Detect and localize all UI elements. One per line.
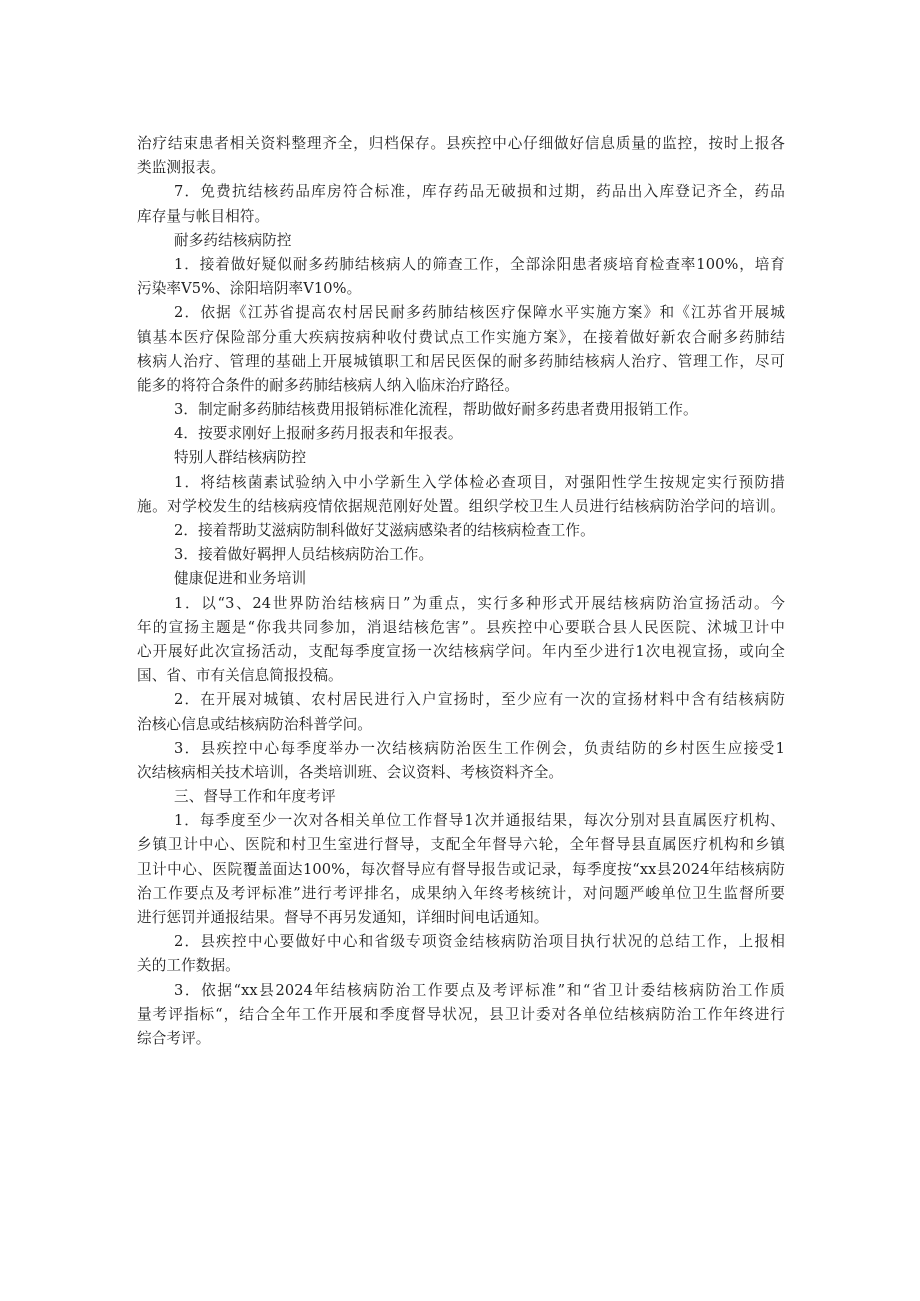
paragraph-line: 2．县疾控中心要做好中心和省级专项资金结核病防治项目执行状况的总结工作，上报相	[174, 933, 785, 951]
paragraph-line: 卫计中心、医院覆盖面达100%，每次督导应有督导报告或记录，每季度按“xx县2024年结核病防	[137, 860, 785, 878]
section-heading: 健康促进和业务培训	[174, 570, 307, 588]
paragraph-line: 进行惩罚并通报结果。督导不再另发通知，详细时间电话通知。	[137, 909, 549, 926]
paragraph-line: 1．接着做好疑似耐多药肺结核病人的筛查工作，全部涂阳患者痰培育检查率100%，培育	[174, 255, 785, 273]
paragraph-line: 1．每季度至少一次对各相关单位工作督导1次并通报结果，每次分别对县直属医疗机构、	[174, 812, 785, 830]
paragraph-line: 关的工作数据。	[137, 957, 240, 975]
paragraph-line: 年的宣扬主题是“你我共同参加，消退结核危害”。县疾控中心要联合县人民医院、沭城卫计中	[137, 618, 785, 636]
paragraph-line: 污染率V5%、涂阳培阴率V10%。	[137, 280, 362, 298]
paragraph-line: 4．按要求刚好上报耐多药月报表和年报表。	[174, 425, 463, 443]
paragraph-line: 7．免费抗结核药品库房符合标准，库存药品无破损和过期，药品出入库登记齐全，药品	[174, 183, 785, 201]
paragraph-line: 综合考评。	[137, 1029, 211, 1047]
paragraph-line: 库存量与帐目相符。	[137, 207, 270, 225]
paragraph-line: 1．将结核菌素试验纳入中小学新生入学体检必查项目，对强阳性学生按规定实行预防措	[174, 473, 785, 491]
paragraph-line: 治核心信息或结核病防治科普学问。	[137, 715, 373, 733]
paragraph-line: 施。对学校发生的结核病疫情依据规范刚好处置。组织学校卫生人员进行结核病防治学问的培训。	[137, 497, 785, 515]
paragraph-line: 3．制定耐多药肺结核费用报销标准化流程，帮助做好耐多药患者费用报销工作。	[174, 401, 698, 419]
section-heading: 耐多药结核病防控	[174, 231, 292, 249]
paragraph-line: 3．县疾控中心每季度举办一次结核病防治医生工作例会，负责结防的乡村医生应接受1	[174, 739, 785, 757]
paragraph-line: 能多的将符合条件的耐多药肺结核病人纳入临床治疗路径。	[137, 376, 520, 394]
paragraph-line: 3．接着做好羁押人员结核病防治工作。	[174, 546, 434, 564]
paragraph-line: 量考评指标“，结合全年工作开展和季度督导状况，县卫计委对各单位结核病防治工作年终进行	[137, 1005, 785, 1023]
paragraph-line: 心开展好此次宣扬活动，支配每季度宣扬一次结核病学问。年内至少进行1次电视宣扬，或向全	[137, 642, 785, 660]
paragraph-line: 2．在开展对城镇、农村居民进行入户宣扬时，至少应有一次的宣扬材料中含有结核病防	[174, 691, 785, 709]
paragraph-line: 治工作要点及考评标准”进行考评排名，成果纳入年终考核统计，对问题严峻单位卫生监督所要	[137, 884, 785, 902]
paragraph-line: 2．依据《江苏省提高农村居民耐多药肺结核医疗保障水平实施方案》和《江苏省开展城	[174, 304, 785, 322]
paragraph-line: 1．以“3、24世界防治结核病日”为重点，实行多种形式开展结核病防治宣扬活动。今	[174, 594, 785, 612]
paragraph-line: 乡镇卫计中心、医院和村卫生室进行督导，支配全年督导六轮，全年督导县直属医疗机构和乡镇	[137, 836, 785, 854]
document-body	[137, 132, 785, 1051]
section-heading: 三、督导工作和年度考评	[174, 788, 336, 806]
paragraph-line: 2．接着帮助艾滋病防制科做好艾滋病感染者的结核病检查工作。	[174, 522, 595, 539]
paragraph-line: 国、省、市有关信息简报投稿。	[137, 667, 343, 685]
paragraph-line: 次结核病相关技术培训，各类培训班、会议资料、考核资料齐全。	[137, 763, 564, 781]
paragraph-line: 治疗结束患者相关资料整理齐全，归档保存。县疾控中心仔细做好信息质量的监控，按时上报各	[137, 135, 785, 152]
paragraph-line: 核病人治疗、管理的基础上开展城镇职工和居民医保的耐多药肺结核病人治疗、管理工作，尽可	[137, 352, 785, 370]
section-heading: 特别人群结核病防控	[174, 449, 307, 467]
paragraph-line: 3．依据“xx县2024年结核病防治工作要点及考评标准”和“省卫计委结核病防治工作质	[174, 981, 785, 999]
paragraph-line: 镇基本医疗保险部分重大疾病按病种收付费试点工作实施方案》，在接着做好新农合耐多药肺结	[137, 328, 785, 346]
paragraph-line: 类监测报表。	[137, 159, 226, 177]
